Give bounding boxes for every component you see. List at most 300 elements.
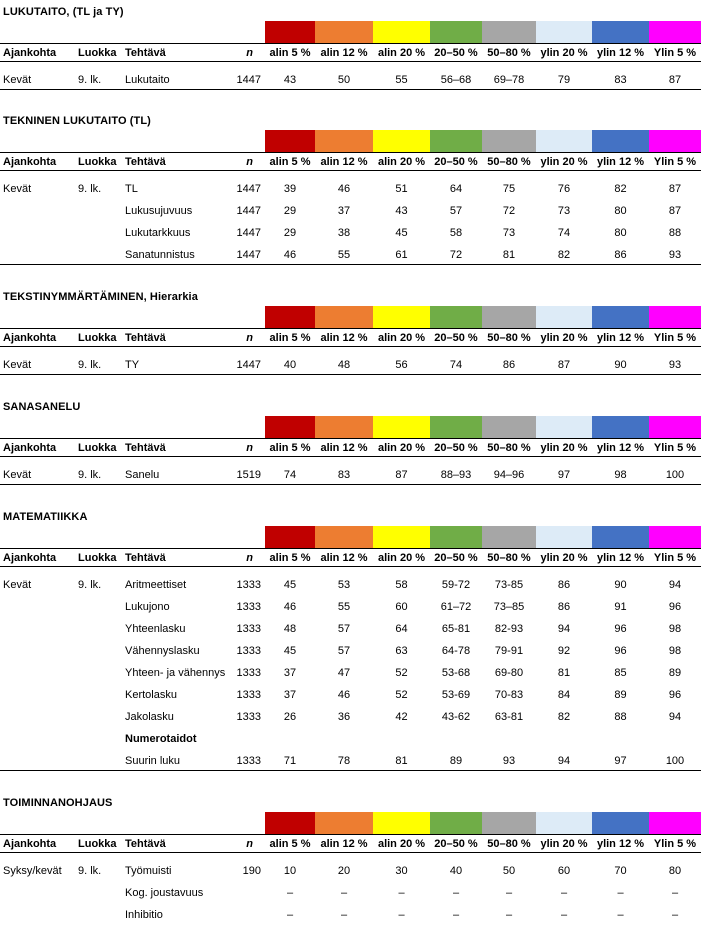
row-band-value: 72 (449, 249, 463, 261)
col-header-band: alin 20 % (377, 552, 426, 564)
row-band-value: 40 (449, 865, 463, 877)
row-band-value: 46 (337, 689, 351, 701)
col-header-tehtava: Tehtävä (125, 838, 166, 850)
percentile-band-swatch (315, 526, 373, 548)
section-title: TOIMINNANOHJAUS (3, 797, 113, 809)
percentile-band-swatch (315, 306, 373, 328)
row-band-value: 98 (668, 645, 682, 657)
col-header-luokka: Luokka (78, 47, 117, 59)
row-band-value: 57 (449, 205, 463, 217)
percentile-band-swatch (536, 812, 592, 834)
row-band-value: – (560, 909, 568, 921)
row-band-value: 93 (502, 755, 516, 767)
row-band-value: 64 (449, 183, 463, 195)
row-ajankohta: Kevät (3, 469, 32, 481)
row-band-value: 43-62 (441, 711, 471, 723)
row-band-value: 55 (337, 249, 351, 261)
header-top-rule (0, 548, 701, 549)
percentile-band-swatch (265, 21, 315, 43)
row-n: 1333 (236, 645, 261, 657)
row-band-value: – (340, 887, 348, 899)
row-band-value: 87 (668, 74, 682, 86)
col-header-band: Ylin 5 % (653, 156, 697, 168)
table-section (0, 511, 703, 521)
percentile-band-swatch (373, 812, 430, 834)
row-band-value: 42 (395, 711, 408, 723)
row-band-value: – (505, 887, 513, 899)
col-header-luokka: Luokka (78, 838, 117, 850)
row-band-value: 78 (337, 755, 351, 767)
col-header-band: ylin 12 % (596, 552, 645, 564)
col-header-ajankohta: Ajankohta (3, 442, 57, 454)
row-band-value: 97 (557, 469, 571, 481)
section-bottom-rule (0, 374, 701, 375)
col-header-band: alin 20 % (377, 332, 426, 344)
col-header-band: 20–50 % (434, 552, 478, 564)
row-band-value: 89 (614, 689, 627, 701)
header-bottom-rule (0, 852, 701, 853)
col-header-band: alin 12 % (320, 332, 368, 344)
col-header-band: 20–50 % (434, 332, 478, 344)
row-band-value: 81 (557, 667, 571, 679)
percentile-band-swatch (373, 306, 430, 328)
row-band-value: 100 (665, 469, 685, 481)
col-header-band: 50–80 % (487, 838, 531, 850)
row-band-value: 37 (283, 689, 297, 701)
row-band-value: 61 (395, 249, 408, 261)
row-band-value: 52 (395, 689, 408, 701)
row-band-value: 64 (395, 623, 408, 635)
row-band-value: 10 (283, 865, 297, 877)
row-band-value: 86 (614, 249, 627, 261)
percentile-band-swatch (315, 21, 373, 43)
row-band-value: 48 (337, 359, 351, 371)
percentile-band-swatch (430, 526, 482, 548)
row-band-value: 45 (395, 227, 408, 239)
row-band-value: 87 (668, 205, 682, 217)
row-tehtava: Kog. joustavuus (125, 887, 204, 899)
row-band-value: 88 (614, 711, 627, 723)
row-band-value: 96 (614, 645, 627, 657)
percentile-band-swatch (315, 130, 373, 152)
section-title: TEKNINEN LUKUTAITO (TL) (3, 115, 151, 127)
row-band-value: 96 (668, 689, 682, 701)
row-band-value: 40 (283, 359, 297, 371)
row-band-value: 73 (557, 205, 571, 217)
percentile-band-swatch (482, 812, 536, 834)
row-band-value: 51 (395, 183, 408, 195)
row-band-value: – (452, 909, 460, 921)
percentile-band-swatch (649, 812, 701, 834)
percentile-band-swatch (265, 526, 315, 548)
row-band-value: 81 (395, 755, 408, 767)
row-tehtava: Työmuisti (125, 865, 172, 877)
row-band-value: 47 (337, 667, 351, 679)
row-band-value: 93 (668, 359, 682, 371)
percentile-band-swatch (649, 306, 701, 328)
col-header-band: ylin 20 % (540, 442, 588, 454)
header-top-rule (0, 43, 701, 44)
percentile-band-swatch (430, 306, 482, 328)
row-band-value: – (286, 887, 294, 899)
col-header-band: Ylin 5 % (653, 838, 697, 850)
section-bottom-rule (0, 264, 701, 265)
row-band-value: 86 (502, 359, 516, 371)
percentile-band-swatch (265, 812, 315, 834)
row-band-value: 29 (283, 205, 297, 217)
row-n: 1447 (236, 183, 261, 195)
row-band-value: 87 (668, 183, 682, 195)
col-header-band: Ylin 5 % (653, 47, 697, 59)
row-band-value: 90 (614, 359, 627, 371)
row-band-value: – (505, 909, 513, 921)
row-band-value: 56–68 (440, 74, 472, 86)
col-header-n: n (246, 47, 253, 59)
row-band-value: 100 (665, 755, 685, 767)
percentile-band-swatch (592, 812, 649, 834)
col-header-band: alin 5 % (269, 442, 311, 454)
row-band-value: 82 (614, 183, 627, 195)
row-luokka: 9. lk. (78, 74, 102, 86)
row-n: 1447 (236, 249, 261, 261)
percentile-band-swatch (265, 130, 315, 152)
row-band-value: 63-81 (494, 711, 524, 723)
row-band-value: 86 (557, 601, 571, 613)
col-header-band: 50–80 % (487, 442, 531, 454)
row-band-value: 96 (614, 623, 627, 635)
row-band-value: 55 (337, 601, 351, 613)
row-band-value: – (671, 887, 679, 899)
col-header-band: Ylin 5 % (653, 442, 697, 454)
row-band-value: 57 (337, 623, 351, 635)
row-ajankohta: Kevät (3, 359, 32, 371)
percentile-band-swatch (482, 526, 536, 548)
col-header-ajankohta: Ajankohta (3, 156, 57, 168)
row-band-value: 53 (337, 579, 351, 591)
col-header-ajankohta: Ajankohta (3, 47, 57, 59)
row-band-value: – (398, 909, 405, 921)
col-header-luokka: Luokka (78, 442, 117, 454)
row-n: 1333 (236, 667, 261, 679)
percentile-band-swatch (592, 306, 649, 328)
percentile-band-swatch (649, 416, 701, 438)
row-n: 190 (242, 865, 261, 877)
row-band-value: 80 (614, 227, 627, 239)
percentile-band-swatch (315, 812, 373, 834)
percentile-band-swatch (649, 526, 701, 548)
row-tehtava: TY (125, 359, 140, 371)
col-header-band: alin 12 % (320, 47, 368, 59)
row-band-value: 43 (395, 205, 408, 217)
percentile-band-swatch (649, 21, 701, 43)
col-header-band: ylin 20 % (540, 332, 588, 344)
row-n: 1333 (236, 711, 261, 723)
percentile-band-swatch (482, 130, 536, 152)
row-band-value: 58 (449, 227, 463, 239)
row-luokka: 9. lk. (78, 469, 102, 481)
percentile-band-swatch (373, 130, 430, 152)
col-header-band: Ylin 5 % (653, 332, 697, 344)
row-n: 1333 (236, 755, 261, 767)
row-band-value: 83 (614, 74, 627, 86)
col-header-ajankohta: Ajankohta (3, 552, 57, 564)
percentile-band-swatch (373, 526, 430, 548)
row-band-value: 73-85 (494, 579, 524, 591)
row-band-value: 29 (283, 227, 297, 239)
col-header-n: n (246, 332, 253, 344)
row-band-value: 97 (614, 755, 627, 767)
row-band-value: 30 (395, 865, 408, 877)
row-tehtava: Suurin luku (125, 755, 181, 767)
table-section (0, 401, 703, 411)
row-band-value: 94 (668, 579, 682, 591)
percentile-band-swatch (536, 21, 592, 43)
row-luokka: 9. lk. (78, 183, 102, 195)
row-band-value: 58 (395, 579, 408, 591)
col-header-band: ylin 20 % (540, 156, 588, 168)
col-header-band: 50–80 % (487, 552, 531, 564)
percentile-band-swatch (536, 130, 592, 152)
col-header-band: alin 5 % (269, 156, 311, 168)
header-bottom-rule (0, 61, 701, 62)
row-band-value: 73 (502, 227, 516, 239)
row-band-value: 37 (337, 205, 351, 217)
percentile-band-swatch (482, 306, 536, 328)
row-band-value: 43 (283, 74, 297, 86)
row-tehtava: Yhteenlasku (125, 623, 186, 635)
row-luokka: 9. lk. (78, 359, 102, 371)
row-band-value: 82-93 (494, 623, 524, 635)
col-header-band: alin 12 % (320, 552, 368, 564)
row-band-value: 45 (283, 645, 297, 657)
row-luokka: 9. lk. (78, 865, 102, 877)
row-tehtava: Numerotaidot (125, 733, 197, 745)
row-band-value: 45 (283, 579, 297, 591)
section-title: TEKSTINYMMÄRTÄMINEN, Hierarkia (3, 291, 198, 303)
percentile-band-swatch (592, 526, 649, 548)
row-band-value: 76 (557, 183, 571, 195)
percentile-band-swatch (592, 416, 649, 438)
percentile-band-swatch (649, 130, 701, 152)
col-header-n: n (246, 552, 253, 564)
percentile-band-swatch (592, 21, 649, 43)
row-band-value: 79 (557, 74, 571, 86)
row-tehtava: Lukutarkkuus (125, 227, 191, 239)
row-band-value: 94 (668, 711, 682, 723)
row-band-value: 60 (557, 865, 571, 877)
col-header-luokka: Luokka (78, 552, 117, 564)
row-band-value: – (452, 887, 460, 899)
row-band-value: 88 (668, 227, 682, 239)
row-band-value: 37 (283, 667, 297, 679)
row-band-value: 70-83 (494, 689, 524, 701)
row-band-value: 61–72 (440, 601, 472, 613)
row-band-value: 70 (614, 865, 627, 877)
row-band-value: 38 (337, 227, 351, 239)
col-header-band: alin 5 % (269, 332, 311, 344)
col-header-band: ylin 12 % (596, 156, 645, 168)
section-title: MATEMATIIKKA (3, 511, 88, 523)
percentile-band-swatch (430, 812, 482, 834)
row-tehtava: Sanatunnistus (125, 249, 195, 261)
col-header-band: alin 20 % (377, 156, 426, 168)
row-tehtava: Inhibitio (125, 909, 163, 921)
row-band-value: 56 (395, 359, 408, 371)
col-header-tehtava: Tehtävä (125, 47, 166, 59)
row-band-value: 93 (668, 249, 682, 261)
row-n: 1447 (236, 227, 261, 239)
row-ajankohta: Kevät (3, 74, 32, 86)
header-bottom-rule (0, 346, 701, 347)
row-band-value: 89 (449, 755, 463, 767)
col-header-band: 20–50 % (434, 838, 478, 850)
col-header-band: ylin 12 % (596, 332, 645, 344)
row-band-value: 80 (668, 865, 682, 877)
percentile-band-swatch (373, 21, 430, 43)
row-ajankohta: Kevät (3, 579, 32, 591)
col-header-ajankohta: Ajankohta (3, 332, 57, 344)
percentile-band-swatch (315, 416, 373, 438)
row-band-value: – (617, 887, 624, 899)
col-header-band: 50–80 % (487, 156, 531, 168)
row-luokka: 9. lk. (78, 579, 102, 591)
row-band-value: 52 (395, 667, 408, 679)
row-band-value: – (560, 887, 568, 899)
percentile-band-swatch (430, 130, 482, 152)
col-header-n: n (246, 838, 253, 850)
col-header-luokka: Luokka (78, 332, 117, 344)
row-band-value: 75 (502, 183, 516, 195)
row-band-value: 98 (614, 469, 627, 481)
row-tehtava: Aritmeettiset (125, 579, 187, 591)
section-bottom-rule (0, 484, 701, 485)
col-header-band: 50–80 % (487, 47, 531, 59)
row-band-value: 74 (449, 359, 463, 371)
section-bottom-rule (0, 89, 701, 90)
row-band-value: 48 (283, 623, 297, 635)
row-tehtava: Yhteen- ja vähennys (125, 667, 226, 679)
col-header-band: alin 12 % (320, 838, 368, 850)
row-band-value: 91 (614, 601, 627, 613)
row-band-value: 80 (614, 205, 627, 217)
row-band-value: 90 (614, 579, 627, 591)
col-header-band: alin 12 % (320, 442, 368, 454)
col-header-n: n (246, 442, 253, 454)
row-n: 1447 (236, 205, 261, 217)
row-band-value: 74 (283, 469, 297, 481)
percentile-band-swatch (592, 130, 649, 152)
row-band-value: 94–96 (493, 469, 525, 481)
row-band-value: 63 (395, 645, 408, 657)
col-header-luokka: Luokka (78, 156, 117, 168)
percentile-band-swatch (265, 306, 315, 328)
row-band-value: 26 (283, 711, 297, 723)
section-title: SANASANELU (3, 401, 81, 413)
row-band-value: 87 (557, 359, 571, 371)
row-n: 1333 (236, 689, 261, 701)
row-ajankohta: Syksy/kevät (3, 865, 62, 877)
row-band-value: 57 (337, 645, 351, 657)
row-tehtava: TL (125, 183, 138, 195)
col-header-band: alin 5 % (269, 47, 311, 59)
row-tehtava: Sanelu (125, 469, 160, 481)
row-tehtava: Lukutaito (125, 74, 170, 86)
header-top-rule (0, 328, 701, 329)
row-band-value: 53-68 (441, 667, 471, 679)
row-band-value: 65-81 (441, 623, 471, 635)
header-top-rule (0, 834, 701, 835)
row-band-value: 92 (557, 645, 571, 657)
row-n: 1333 (236, 601, 261, 613)
percentile-band-swatch (536, 526, 592, 548)
header-bottom-rule (0, 566, 701, 567)
row-band-value: 79-91 (494, 645, 524, 657)
row-band-value: 73–85 (493, 601, 525, 613)
row-band-value: – (617, 909, 624, 921)
percentile-band-swatch (536, 416, 592, 438)
percentile-band-swatch (265, 416, 315, 438)
row-band-value: 53-69 (441, 689, 471, 701)
row-band-value: 69–78 (493, 74, 525, 86)
row-n: 1447 (236, 74, 261, 86)
row-band-value: 82 (557, 711, 571, 723)
col-header-band: ylin 20 % (540, 47, 588, 59)
col-header-tehtava: Tehtävä (125, 332, 166, 344)
row-band-value: 83 (337, 469, 351, 481)
row-band-value: 74 (557, 227, 571, 239)
col-header-band: alin 12 % (320, 156, 368, 168)
header-top-rule (0, 438, 701, 439)
row-n: 1519 (236, 469, 261, 481)
header-top-rule (0, 152, 701, 153)
row-band-value: – (286, 909, 294, 921)
header-bottom-rule (0, 170, 701, 171)
row-band-value: 71 (283, 755, 297, 767)
col-header-band: ylin 12 % (596, 47, 645, 59)
row-band-value: 94 (557, 623, 571, 635)
row-tehtava: Jakolasku (125, 711, 174, 723)
row-tehtava: Kertolasku (125, 689, 177, 701)
percentile-band-swatch (373, 416, 430, 438)
row-band-value: 64-78 (441, 645, 471, 657)
row-n: 1333 (236, 579, 261, 591)
percentile-band-swatch (482, 21, 536, 43)
row-band-value: 46 (283, 601, 297, 613)
row-band-value: 59-72 (441, 579, 471, 591)
col-header-band: alin 5 % (269, 838, 311, 850)
row-band-value: 46 (283, 249, 297, 261)
row-band-value: 94 (557, 755, 571, 767)
col-header-band: ylin 20 % (540, 552, 588, 564)
col-header-band: 50–80 % (487, 332, 531, 344)
row-band-value: 39 (283, 183, 297, 195)
row-band-value: 55 (395, 74, 408, 86)
col-header-band: ylin 20 % (540, 838, 588, 850)
row-band-value: 85 (614, 667, 627, 679)
percentile-band-swatch (482, 416, 536, 438)
row-band-value: 81 (502, 249, 516, 261)
row-band-value: 72 (502, 205, 516, 217)
row-band-value: 86 (557, 579, 571, 591)
col-header-band: alin 5 % (269, 552, 311, 564)
col-header-band: alin 20 % (377, 47, 426, 59)
col-header-band: 20–50 % (434, 47, 478, 59)
col-header-band: 20–50 % (434, 156, 478, 168)
percentile-band-swatch (430, 416, 482, 438)
col-header-ajankohta: Ajankohta (3, 838, 57, 850)
row-tehtava: Vähennyslasku (125, 645, 200, 657)
percentile-band-swatch (536, 306, 592, 328)
